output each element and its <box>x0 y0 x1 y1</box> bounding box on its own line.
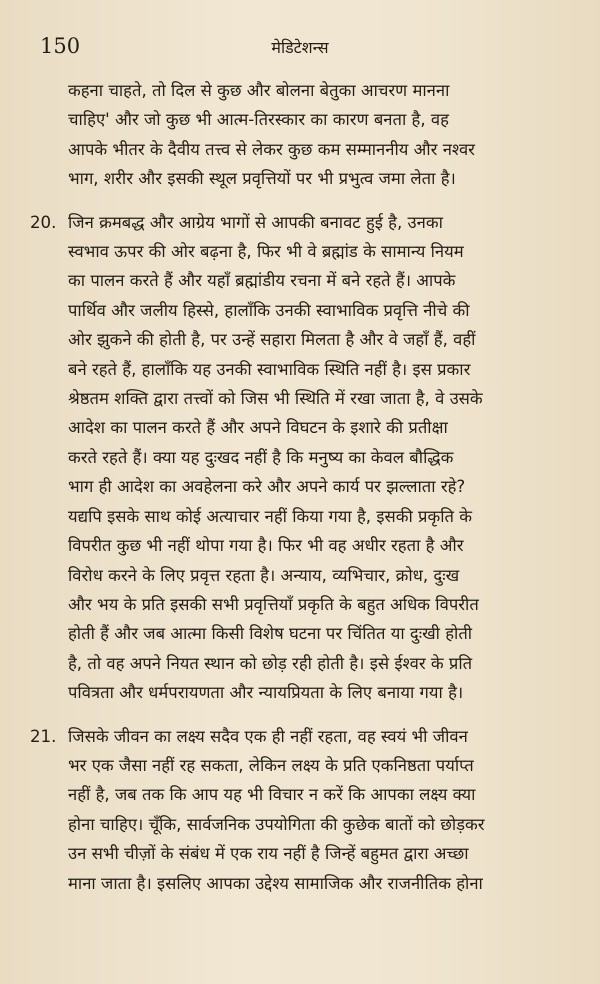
text-line: उन सभी चीज़ों के संबंध में एक राय नहीं है जिन्हें बहुमत द्वारा अच्छा <box>68 844 469 864</box>
paragraph <box>30 208 580 708</box>
text-line: है, तो वह अपने नियत स्थान को छोड़ रही होती है। इसे ईश्वर के प्रति <box>68 653 473 673</box>
text-line: नहीं है, जब तक कि आप यह भी विचार न करें कि आपका लक्ष्य क्या <box>68 785 476 805</box>
text-line: भाग, शरीर और इसकी स्थूल प्रवृत्तियों पर भी प्रभुत्व जमा लेता है। <box>68 169 456 189</box>
text-line: विपरीत कुछ भी नहीं थोपा गया है। फिर भी वह अधीर रहता है और <box>68 536 464 556</box>
text-line: बने रहते हैं, हालाँकि यह उनकी स्वाभाविक स्थिति नहीं है। इस प्रकार <box>68 359 471 379</box>
text-line: होती हैं और जब आत्मा किसी विशेष घटना पर चिंतित या दुःखी होती <box>68 624 473 644</box>
paragraph <box>30 76 580 194</box>
body-text <box>30 76 580 898</box>
paragraph <box>30 722 580 898</box>
page-number: 150 <box>40 34 81 58</box>
text-line: का पालन करते हैं और यहाँ ब्रह्मांडीय रचना में बने रहते हैं। आपके <box>68 271 456 291</box>
text-line: भर एक जैसा नहीं रह सकता, लेकिन लक्ष्य के प्रति एकनिष्ठता पर्याप्त <box>68 755 474 775</box>
text-line: माना जाता है। इसलिए आपका उद्देश्य सामाजिक और राजनीतिक होना <box>68 873 483 893</box>
text-line: विरोध करने के लिए प्रवृत्त रहता है। अन्याय, व्यभिचार, क्रोध, दुःख <box>68 565 460 585</box>
text-line: जिसके जीवन का लक्ष्य सदैव एक ही नहीं रहता, वह स्वयं भी जीवन <box>68 726 468 746</box>
text-line: जिन क्रमबद्ध और आग्रेय भागों से आपकी बनावट हुई है, उनका <box>68 212 443 232</box>
page-header <box>40 34 560 64</box>
text-line: चाहिए' और जो कुछ भी आत्म-तिरस्कार का कारण बनता है, वह <box>68 110 449 130</box>
text-line: भाग ही आदेश का अवहेलना करे और अपने कार्य पर झल्लाता रहे? <box>68 477 466 497</box>
text-line: आपके भीतर के दैवीय तत्त्व से लेकर कुछ कम सम्माननीय और नश्वर <box>68 139 475 159</box>
paragraph-number: 20. <box>30 212 57 232</box>
text-line: होना चाहिए। चूँकि, सार्वजनिक उपयोगिता की कुछेक बातों को छोड़कर <box>68 814 485 834</box>
text-line: स्वभाव ऊपर की ओर बढ़ना है, फिर भी वे ब्रह्मांड के सामान्य नियम <box>68 242 464 262</box>
text-line: और भय के प्रति इसकी सभी प्रवृत्तियाँ प्रकृति के बहुत अधिक विपरीत <box>68 594 479 614</box>
text-line: कहना चाहते, तो दिल से कुछ और बोलना बेतुका आचरण मानना <box>68 81 450 100</box>
text-line: पार्थिव और जलीय हिस्से, हालाँकि उनकी स्वाभाविक प्रवृत्ति नीचे की <box>68 300 470 320</box>
text-line: ओर झुकने की होती है, पर उन्हें सहारा मिलता है और वे जहाँ हैं, वहीं <box>68 330 476 350</box>
text-line: आदेश का पालन करते हैं और अपने विघटन के इशारे की प्रतीक्षा <box>68 418 448 438</box>
paragraph-number: 21. <box>30 726 57 746</box>
text-line: यद्यपि इसके साथ कोई अत्याचार नहीं किया गया है, इसकी प्रकृति के <box>68 506 472 526</box>
text-line: करते रहते हैं। क्या यह दुःखद नहीं है कि मनुष्य का केवल बौद्धिक <box>68 447 454 467</box>
running-title: मेडिटेशन्स <box>271 38 329 57</box>
text-line: पवित्रता और धर्मपरायणता और न्यायप्रियता के लिए बनाया गया है। <box>68 683 464 703</box>
text-line: श्रेष्ठतम शक्ति द्वारा तत्त्वों को जिस भी स्थिति में रखा जाता है, वे उसके <box>68 389 483 409</box>
